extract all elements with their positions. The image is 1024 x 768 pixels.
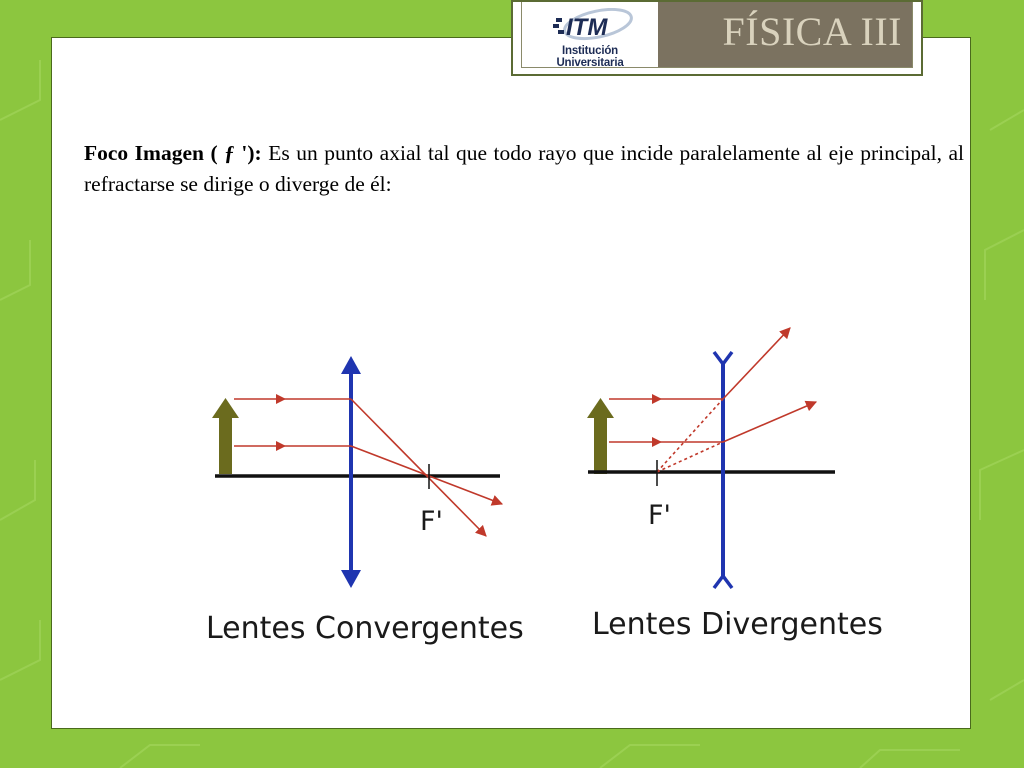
logo [522,2,658,67]
focal-label-divergent: F' [648,500,671,531]
focal-label-convergent: F' [420,506,443,537]
slide-title: FÍSICA III [722,9,902,54]
itm-logo-icon [550,8,634,44]
caption-convergent: Lentes Convergentes [206,611,524,646]
definition-term: Foco Imagen ( ƒ '): [84,141,262,165]
header-box [511,0,923,76]
logo-name: Institución Universitaria [556,45,624,69]
definition-text: Es un punto axial tal que todo rayo que incide paralelamente al eje principal, al refractarse se dirige o diverge de él: [84,141,965,196]
definition-paragraph [84,138,964,200]
logo-abbr: ITM [566,14,608,41]
caption-divergent: Lentes Divergentes [592,607,883,642]
title-band [658,2,912,67]
header-inner-frame [521,2,913,68]
